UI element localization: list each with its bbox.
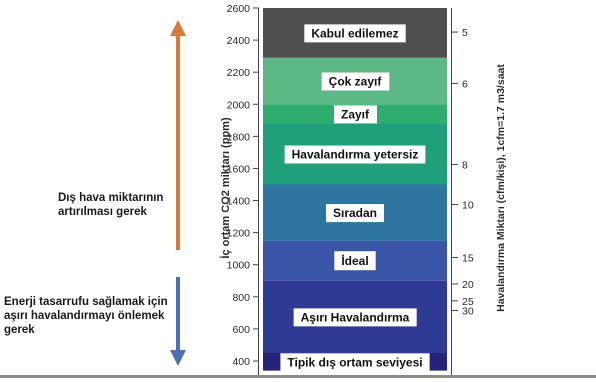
co2-tick-label: 1000	[226, 259, 250, 272]
ventilation-tick-label: 15	[462, 252, 474, 265]
band-label-tipik-dis-ortam-seviyesi: Tipik dış ortam seviyesi	[287, 355, 423, 370]
band-label-asiri-havalandirma: Aşırı Havalandırma	[300, 310, 410, 325]
ventilation-axis-label: Havalandırma Miktarı (cfm/kişi), 1cfm=1.7 m3/saat	[495, 64, 507, 312]
ventilation-tick-label: 30	[462, 305, 474, 318]
co2-tick-label: 2200	[226, 67, 250, 80]
ventilation-tick-label: 8	[462, 159, 468, 172]
band-label-ideal: İdeal	[341, 254, 369, 269]
co2-tick-label: 1400	[226, 195, 250, 208]
avoid-overventilation-note: Enerji tasarrufu sağlamak için aşırı havalandırmayı önlemek gerek	[4, 296, 168, 336]
increase-outdoor-air-note: Dış hava miktarının artırılması gerek	[58, 192, 164, 218]
co2-tick-label: 800	[232, 291, 250, 304]
decrease-arrow-head	[170, 350, 186, 366]
band-label-siradan: Sıradan	[332, 206, 378, 221]
ventilation-tick-label: 6	[462, 78, 468, 91]
co2-tick-label: 1600	[226, 163, 250, 176]
ventilation-tick-label: 5	[462, 27, 468, 40]
band-label-havalandirma-yetersiz: Havalandırma yetersiz	[291, 147, 419, 162]
co2-tick-label: 2000	[226, 99, 250, 112]
co2-tick-label: 400	[232, 356, 250, 368]
ventilation-tick-label: 10	[462, 199, 474, 212]
band-label-cok-zayif: Çok zayıf	[328, 74, 382, 89]
co2-tick-label: 2600	[226, 3, 250, 15]
band-label-kabul-edilemez: Kabul edilemez	[311, 26, 399, 41]
co2-axis-label: İç ortam CO2 miktarı (ppm)	[220, 117, 232, 259]
co2-tick-label: 1800	[226, 131, 250, 144]
co2-tick-label: 2400	[226, 35, 250, 48]
co2-tick-label: 1200	[226, 227, 250, 240]
ventilation-axis	[451, 8, 474, 376]
increase-arrow-head	[170, 20, 186, 36]
band-label-zayif: Zayıf	[340, 107, 370, 122]
ventilation-tick-label: 25	[462, 295, 474, 308]
ventilation-tick-label: 20	[462, 278, 474, 291]
co2-tick-label: 600	[232, 323, 250, 336]
